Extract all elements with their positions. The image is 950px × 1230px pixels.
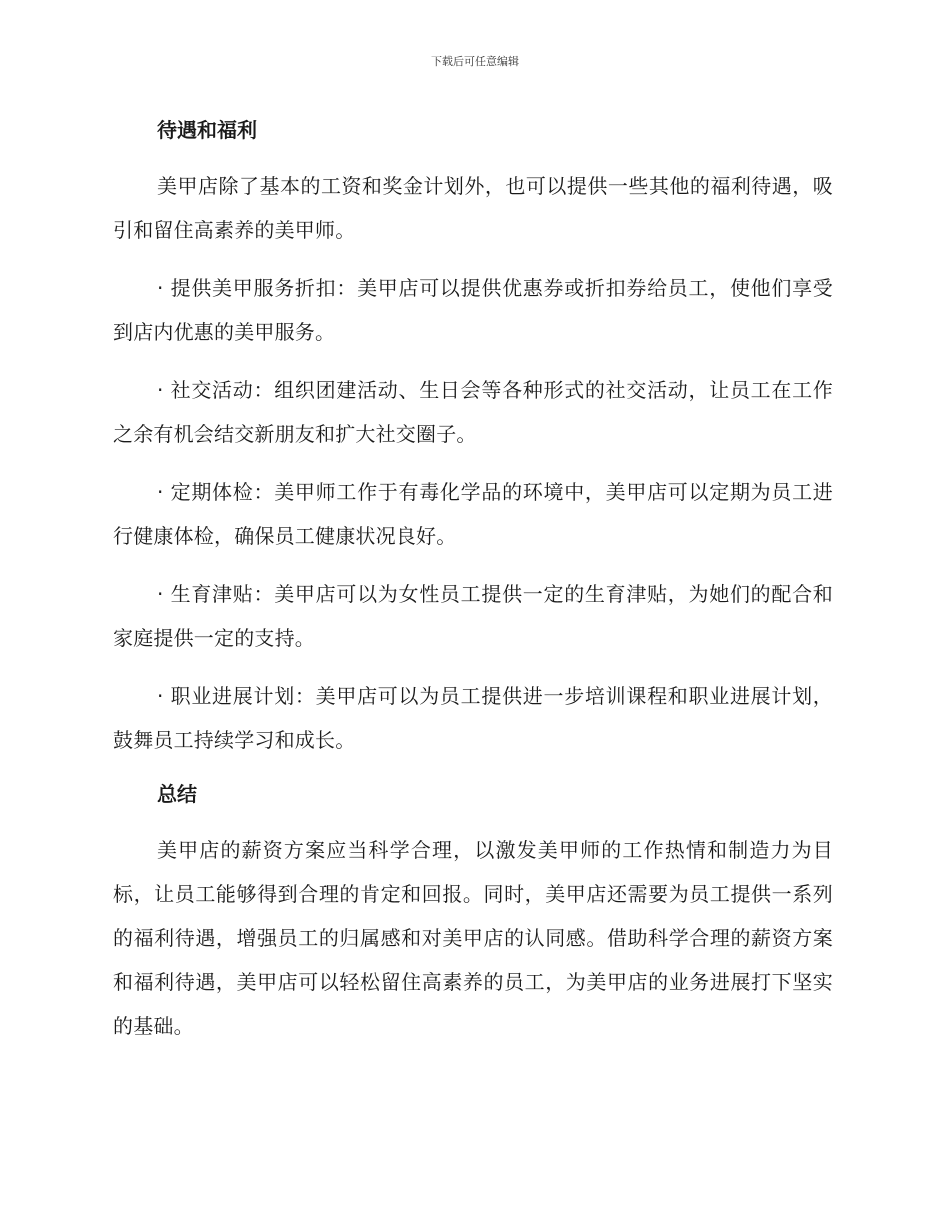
benefit-item-maternity: · 生育津贴：美甲店可以为女性员工提供一定的生育津贴，为她们的配合和家庭提供一定的支持。 [113,582,833,650]
section-heading-summary: 总结 [157,782,197,806]
benefit-item-social: · 社交活动：组织团建活动、生日会等各种形式的社交活动，让员工在工作之余有机会结交新朋友和扩大社交圈子。 [113,378,833,446]
page-header-note: 下载后可任意编辑 [431,55,519,68]
benefit-item-checkup: · 定期体检：美甲师工作于有毒化学品的环境中，美甲店可以定期为员工进行健康体检，确保员工健康状况良好。 [113,480,833,548]
summary-paragraph: 美甲店的薪资方案应当科学合理，以激发美甲师的工作热情和制造力为目标，让员工能够得到合理的肯定和回报。同时，美甲店还需要为员工提供一系列的福利待遇，增强员工的归属感和对美甲店的认同感。借助科学合理的薪资方案和福利待遇，美甲店可以轻松留住高素养的员工，为美甲店的业务进展打下坚实的基础。 [113,838,833,1038]
benefits-intro-paragraph: 美甲店除了基本的工资和奖金计划外，也可以提供一些其他的福利待遇，吸引和留住高素养的美甲师。 [113,174,833,242]
benefit-item-career: · 职业进展计划：美甲店可以为员工提供进一步培训课程和职业进展计划，鼓舞员工持续学习和成长。 [113,684,833,752]
benefit-item-discount: · 提供美甲服务折扣：美甲店可以提供优惠券或折扣券给员工，使他们享受到店内优惠的美甲服务。 [113,276,833,344]
document-body [113,112,833,1062]
section-heading-benefits: 待遇和福利 [157,118,257,142]
